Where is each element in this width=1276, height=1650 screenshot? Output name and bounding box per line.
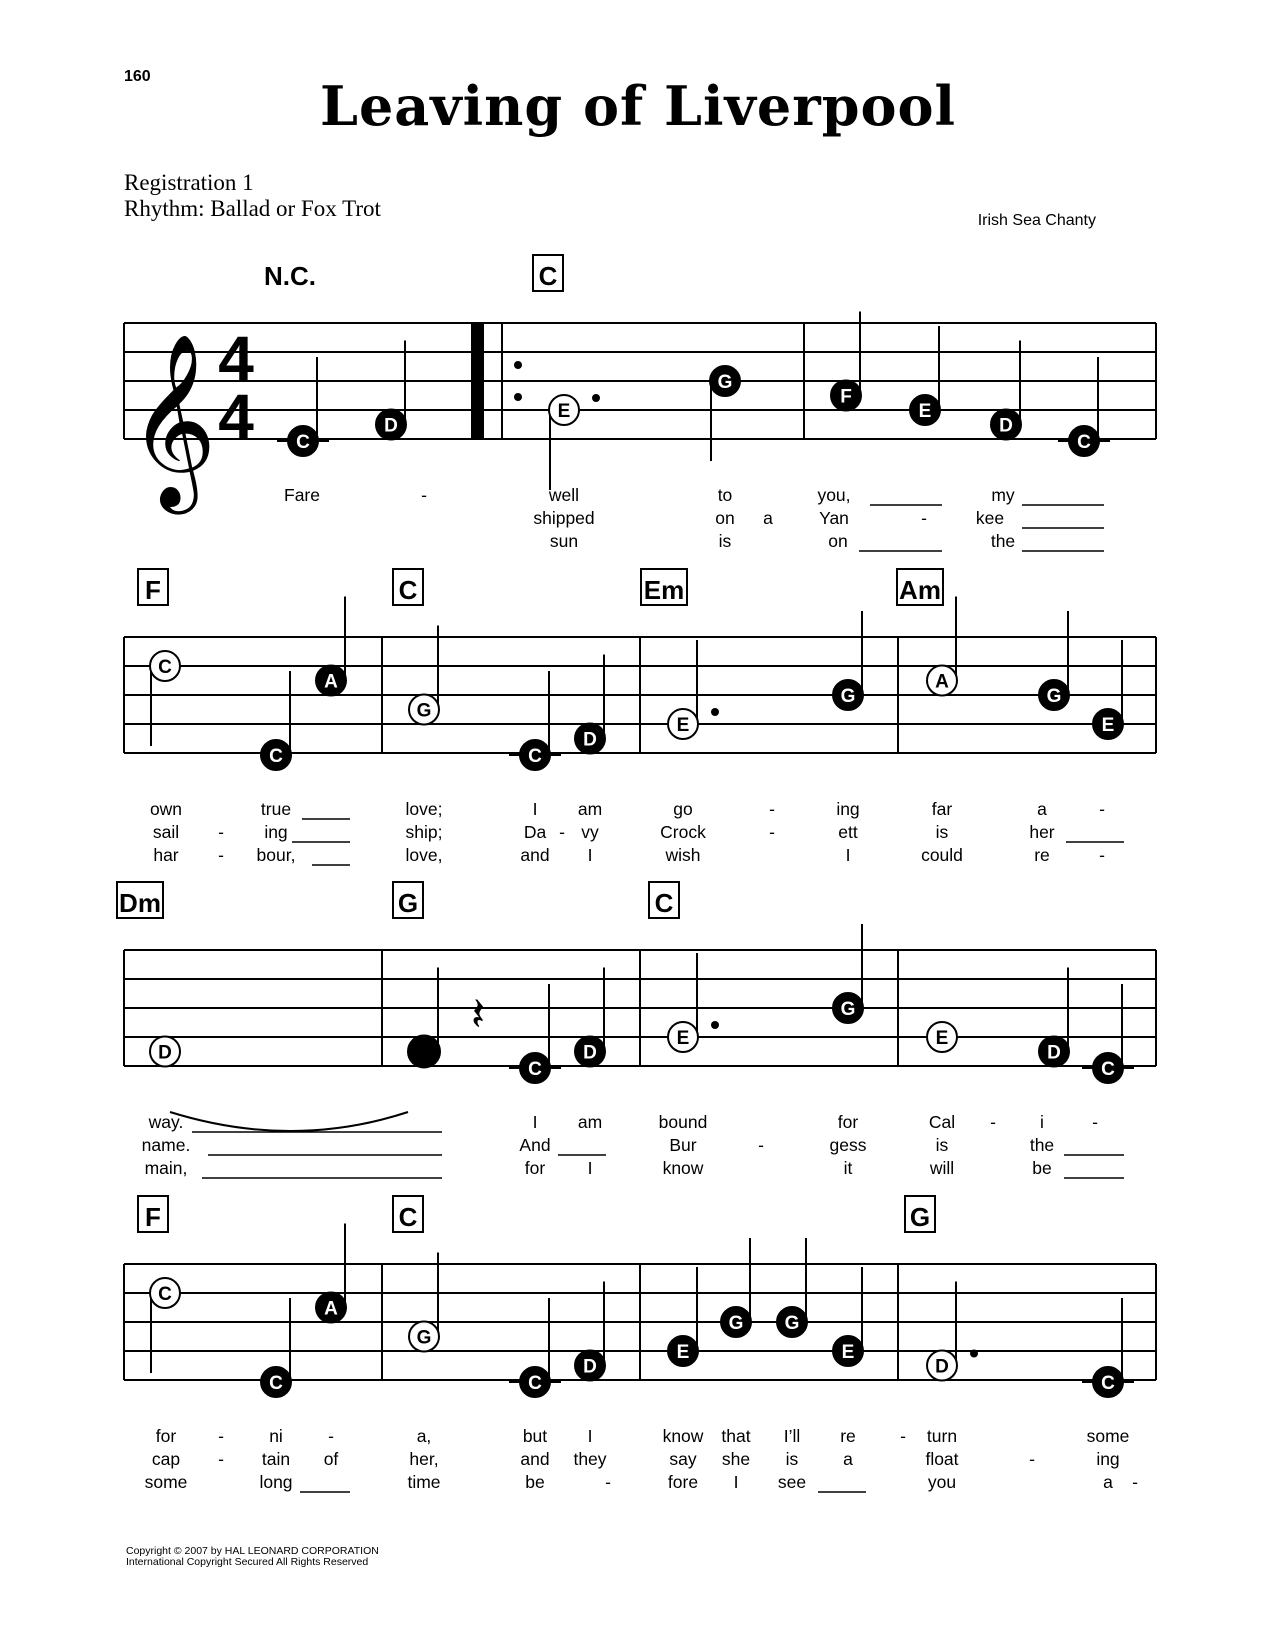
lyric-syllable: for <box>837 1112 859 1132</box>
augmentation-dot <box>970 1350 978 1358</box>
chord-symbol: G <box>909 1202 931 1232</box>
lyric-syllable: - <box>1132 1472 1138 1492</box>
lyric-syllable: - <box>1029 1449 1035 1469</box>
lyric-syllable: and <box>520 845 550 865</box>
lyric-syllable: love; <box>405 799 443 819</box>
rhythm-label: Rhythm: Ballad or Fox Trot <box>124 196 381 221</box>
copyright-notice <box>126 1546 379 1568</box>
lyric-syllable: will <box>929 1158 955 1178</box>
note-letter: C <box>158 657 172 678</box>
note-letter: D <box>1047 1042 1061 1064</box>
lyric-syllable: - <box>769 822 775 842</box>
chord-symbol: C <box>398 575 418 605</box>
lyric-syllable: be <box>525 1472 545 1492</box>
note-letter: C <box>1077 432 1091 453</box>
note-letter: G <box>840 686 856 707</box>
lyric-syllable: And <box>519 1135 551 1155</box>
note-letter: C <box>1101 1373 1115 1394</box>
lyric-syllable: you <box>927 1472 957 1492</box>
lyric-syllable: - <box>218 1449 224 1469</box>
lyric-syllable: be <box>1032 1158 1052 1178</box>
lyric-syllable: is <box>785 1449 799 1469</box>
lyric-syllable: I <box>845 845 851 865</box>
lyric-syllable: Fare <box>284 485 320 505</box>
chord-symbol: C <box>398 1202 418 1232</box>
lyric-syllable: har <box>153 845 179 865</box>
note-letter: E <box>935 1028 949 1049</box>
note-letter: C <box>528 1059 542 1080</box>
copyright-line: Copyright © 2007 by HAL LEONARD CORPORATION <box>126 1545 379 1557</box>
note-letter: E <box>676 1028 690 1049</box>
lyric-syllable: I <box>587 1158 593 1178</box>
lyric-syllable: know <box>662 1158 704 1178</box>
lyric-syllable: and <box>520 1449 550 1469</box>
augmentation-dot <box>711 1021 719 1029</box>
lyric-syllable: ing <box>1096 1449 1120 1469</box>
lyric-syllable: far <box>931 799 953 819</box>
lyric-syllable: vy <box>581 822 599 842</box>
note-letter: E <box>1101 715 1115 736</box>
lyric-syllable: cap <box>151 1449 181 1469</box>
note-letter: D <box>384 415 398 437</box>
note-letter: C <box>296 432 310 453</box>
lyric-syllable: float <box>925 1449 959 1469</box>
song-title: Leaving of Liverpool <box>319 74 957 138</box>
lyric-syllable: for <box>155 1426 177 1446</box>
lyric-syllable: true <box>260 799 292 819</box>
chord-symbol: C <box>654 888 674 918</box>
lyric-syllable: know <box>662 1426 704 1446</box>
tie <box>170 1112 408 1131</box>
rights-line: International Copyright Secured All Rights Reserved <box>126 1556 369 1568</box>
chord-symbol: Dm <box>119 888 161 918</box>
lyric-syllable: it <box>843 1158 853 1178</box>
lyric-syllable: - <box>218 822 224 842</box>
repeat-dot <box>514 393 522 401</box>
lyric-syllable: am <box>577 1112 603 1132</box>
lyric-syllable: time <box>407 1472 441 1492</box>
augmentation-dot <box>711 708 719 716</box>
lyric-syllable: see <box>777 1472 807 1492</box>
note-letter: E <box>557 401 571 422</box>
lyric-syllable: i <box>1040 1112 1044 1132</box>
note-letter: E <box>676 715 690 736</box>
lyric-syllable: fore <box>667 1472 699 1492</box>
note-letter: C <box>528 746 542 767</box>
lyric-syllable: I <box>587 845 593 865</box>
chord-symbol: N.C. <box>264 261 316 291</box>
note-letter: D <box>583 1356 597 1378</box>
lyric-syllable: - <box>1099 799 1105 819</box>
lyric-syllable: ing <box>836 799 860 819</box>
lyric-syllable: - <box>218 1426 224 1446</box>
lyric-syllable: - <box>1099 845 1105 865</box>
registration-label: Registration 1 <box>124 170 254 195</box>
note-letter: G <box>416 1327 432 1349</box>
repeat-thick-bar <box>472 323 484 439</box>
note-letter: G <box>717 372 733 393</box>
lyric-syllable: sail <box>152 822 180 842</box>
note-letter: E <box>918 401 932 422</box>
chord-symbol: G <box>397 888 419 918</box>
lyric-syllable: a <box>1103 1472 1113 1492</box>
note-letter: C <box>269 1373 283 1394</box>
note-letter: D <box>935 1356 949 1378</box>
lyric-syllable: Da <box>523 822 547 842</box>
lyric-syllable: is <box>935 822 949 842</box>
lyric-syllable: long <box>259 1472 293 1492</box>
note-letter: E <box>676 1342 690 1363</box>
lyric-syllable: some <box>1086 1426 1130 1446</box>
lyric-syllable: my <box>991 485 1015 505</box>
lyric-syllable: re <box>840 1426 856 1446</box>
lyric-syllable: - <box>758 1135 764 1155</box>
note-letter: C <box>158 1284 172 1305</box>
chord-symbol: Am <box>899 575 941 605</box>
note-letter: C <box>1101 1059 1115 1080</box>
lyric-syllable: - <box>921 508 927 528</box>
note-letter: G <box>728 1313 744 1334</box>
lyric-syllable: Cal <box>928 1112 956 1132</box>
lyric-syllable: her <box>1029 822 1055 842</box>
lyric-syllable: on <box>715 508 735 528</box>
note-letter: D <box>158 1042 172 1064</box>
lyric-syllable: is <box>718 531 732 551</box>
lyric-syllable: name. <box>141 1135 191 1155</box>
treble-clef: 𝄞 <box>128 335 217 503</box>
lyric-syllable: ett <box>838 822 858 842</box>
lyric-syllable: I <box>532 1112 538 1132</box>
note-letter: G <box>784 1313 800 1334</box>
note-letter: D <box>583 1042 597 1064</box>
lyric-syllable: tain <box>261 1449 291 1469</box>
note-head <box>408 1036 440 1068</box>
lyric-syllable: to <box>717 485 733 505</box>
lyric-syllable: - <box>218 845 224 865</box>
lyric-syllable: love, <box>405 845 443 865</box>
lyric-syllable: - <box>1092 1112 1098 1132</box>
lyric-syllable: main, <box>144 1158 188 1178</box>
chord-symbol: F <box>145 575 161 605</box>
lyric-syllable: re <box>1034 845 1050 865</box>
lyric-syllable: a <box>763 508 773 528</box>
lyric-syllable: for <box>524 1158 546 1178</box>
lyric-syllable: - <box>990 1112 996 1132</box>
lyric-syllable: Bur <box>669 1135 697 1155</box>
note-letter: F <box>840 386 852 408</box>
note-letter: A <box>324 1298 338 1320</box>
lyric-syllable: way. <box>148 1112 184 1132</box>
chord-symbol: F <box>145 1202 161 1232</box>
lyric-syllable: I’ll <box>783 1426 801 1446</box>
composer-credit: Irish Sea Chanty <box>977 212 1096 229</box>
lyric-syllable: - <box>769 799 775 819</box>
lyric-syllable: that <box>721 1426 751 1446</box>
lyric-syllable: but <box>522 1426 548 1446</box>
time-signature-top: 4 <box>218 323 254 395</box>
lyric-syllable: Yan <box>819 508 849 528</box>
lyric-syllable: ship; <box>405 822 443 842</box>
lyric-syllable: I <box>587 1426 593 1446</box>
lyric-syllable: Crock <box>660 822 706 842</box>
lyric-syllable: the <box>1029 1135 1055 1155</box>
note-letter: C <box>269 746 283 767</box>
lyric-syllable: I <box>733 1472 739 1492</box>
note-letter: A <box>935 671 949 693</box>
chord-symbol: C <box>538 261 558 291</box>
lyric-syllable: shipped <box>533 508 595 528</box>
lyric-syllable: own <box>149 799 183 819</box>
note-letter: D <box>999 415 1013 437</box>
lyric-syllable: I <box>532 799 538 819</box>
note-letter: G <box>1046 686 1062 707</box>
lyric-syllable: the <box>990 531 1016 551</box>
lyric-syllable: ing <box>264 822 288 842</box>
lyric-syllable: a, <box>416 1426 432 1446</box>
repeat-dot <box>514 361 522 369</box>
chord-symbol: Em <box>643 575 685 605</box>
lyric-syllable: - <box>421 485 427 505</box>
lyric-syllable: her, <box>409 1449 439 1469</box>
note-letter: G <box>840 999 856 1020</box>
lyric-syllable: she <box>721 1449 751 1469</box>
lyric-syllable: go <box>673 799 693 819</box>
lyric-syllable: am <box>577 799 603 819</box>
note-letter: C <box>528 1373 542 1394</box>
lyric-syllable: wish <box>665 845 701 865</box>
lyric-syllable: ni <box>269 1426 283 1446</box>
lyric-syllable: you, <box>817 485 851 505</box>
augmentation-dot <box>592 394 600 402</box>
lyric-syllable: - <box>559 822 565 842</box>
lyric-syllable: could <box>921 845 963 865</box>
lyric-syllable: bound <box>658 1112 708 1132</box>
lyric-syllable: say <box>669 1449 697 1469</box>
lyric-syllable: turn <box>926 1426 958 1446</box>
time-signature-bottom: 4 <box>218 381 254 453</box>
lyric-syllable: bour, <box>256 845 296 865</box>
note-letter: D <box>583 729 597 751</box>
lyric-syllable: on <box>828 531 848 551</box>
lyric-syllable: a <box>1037 799 1047 819</box>
lyric-syllable: is <box>935 1135 949 1155</box>
lyric-syllable: a <box>843 1449 853 1469</box>
lyric-syllable: some <box>144 1472 188 1492</box>
note-letter: G <box>416 700 432 722</box>
page-number: 160 <box>124 68 151 85</box>
note-letter: A <box>324 671 338 693</box>
lyric-syllable: - <box>900 1426 906 1446</box>
lyric-syllable: they <box>573 1449 607 1469</box>
lyric-syllable: - <box>605 1472 611 1492</box>
lyric-syllable: well <box>548 485 580 505</box>
lyric-syllable: kee <box>975 508 1005 528</box>
lyric-syllable: gess <box>829 1135 867 1155</box>
lyric-syllable: sun <box>549 531 579 551</box>
note-letter: E <box>841 1342 855 1363</box>
lyric-syllable: of <box>323 1449 339 1469</box>
lyric-syllable: - <box>328 1426 334 1446</box>
quarter-rest: 𝄽 <box>470 988 486 1040</box>
